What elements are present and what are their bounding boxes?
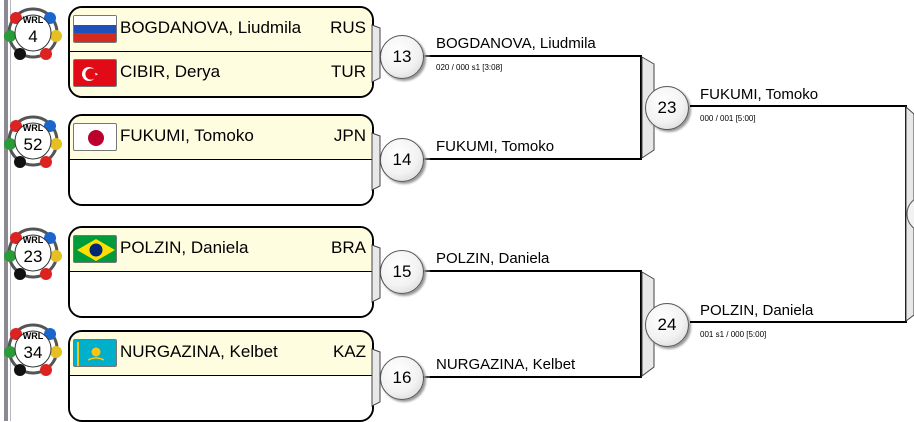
competitor-slot-empty[interactable] (70, 272, 372, 316)
competitor-country: JPN (333, 126, 366, 145)
competitor-slot[interactable] (70, 52, 372, 96)
match-number-circle[interactable]: 15 (380, 250, 424, 294)
competitor-name: POLZIN, Daniela (120, 238, 249, 257)
winner-name: POLZIN, Daniela (700, 302, 814, 319)
first-round-match-box[interactable] (68, 114, 374, 206)
wrl-rank: 23 (23, 247, 43, 266)
kazakhstan-flag-icon (73, 339, 117, 367)
match-number-circle[interactable]: 24 (645, 303, 689, 347)
winner-line (430, 270, 642, 272)
wrl-label: WRL (22, 235, 44, 245)
winner-line (690, 105, 906, 107)
first-round-match-box[interactable] (68, 330, 374, 422)
match-number-circle[interactable]: 23 (645, 86, 689, 130)
competitor-country: KAZ (332, 342, 366, 361)
competitor-country: TUR (331, 62, 366, 81)
winner-line (430, 376, 642, 378)
competitor-slot[interactable] (70, 116, 372, 160)
winner-name: BOGDANOVA, Liudmila (436, 35, 596, 52)
competitor-slot-empty[interactable] (70, 376, 372, 420)
turkey-flag-icon (73, 59, 117, 87)
competitor-name: FUKUMI, Tomoko (120, 126, 254, 145)
russia-flag-icon (73, 15, 117, 43)
wrl-rank-badge (4, 224, 62, 282)
competitor-slot[interactable] (70, 228, 372, 272)
competitor-slot-empty[interactable] (70, 160, 372, 204)
first-round-match-box[interactable] (68, 226, 374, 318)
winner-name: NURGAZINA, Kelbet (436, 356, 576, 373)
wrl-rank: 4 (28, 27, 38, 46)
round2-connectors (640, 0, 660, 421)
winner-name: FUKUMI, Tomoko (700, 86, 819, 103)
winner-name: POLZIN, Daniela (436, 250, 550, 267)
competitor-name: NURGAZINA, Kelbet (120, 342, 278, 361)
winner-line (430, 55, 642, 57)
wrl-rank-badge (4, 4, 62, 62)
winner-line (690, 321, 906, 323)
competitor-name: CIBIR, Derya (120, 62, 221, 81)
wrl-rank: 34 (23, 343, 43, 362)
wrl-rank: 52 (23, 135, 43, 154)
match-number-circle[interactable]: 14 (380, 138, 424, 182)
wrl-label: WRL (22, 123, 44, 133)
match-score: 000 / 001 [5:00] (700, 114, 756, 123)
wrl-label: WRL (22, 331, 44, 341)
competitor-country: BRA (331, 238, 366, 257)
competitor-slot[interactable] (70, 8, 372, 52)
match-score: 001 s1 / 000 [5:00] (700, 330, 767, 339)
competitor-country: RUS (330, 18, 366, 37)
wrl-label: WRL (22, 15, 44, 25)
winner-line (430, 158, 642, 160)
wrl-rank-badge (4, 320, 62, 378)
match-number-circle[interactable]: 13 (380, 35, 424, 79)
match-number-circle[interactable]: 16 (380, 356, 424, 400)
round3-connector (905, 0, 914, 421)
winner-name: FUKUMI, Tomoko (436, 138, 555, 155)
first-round-match-box[interactable] (68, 6, 374, 98)
competitor-name: BOGDANOVA, Liudmila (120, 18, 302, 37)
brazil-flag-icon (73, 235, 117, 263)
wrl-rank-badge (4, 112, 62, 170)
japan-flag-icon (73, 123, 117, 151)
competitor-slot[interactable] (70, 332, 372, 376)
match-score: 020 / 000 s1 [3:08] (436, 63, 503, 72)
